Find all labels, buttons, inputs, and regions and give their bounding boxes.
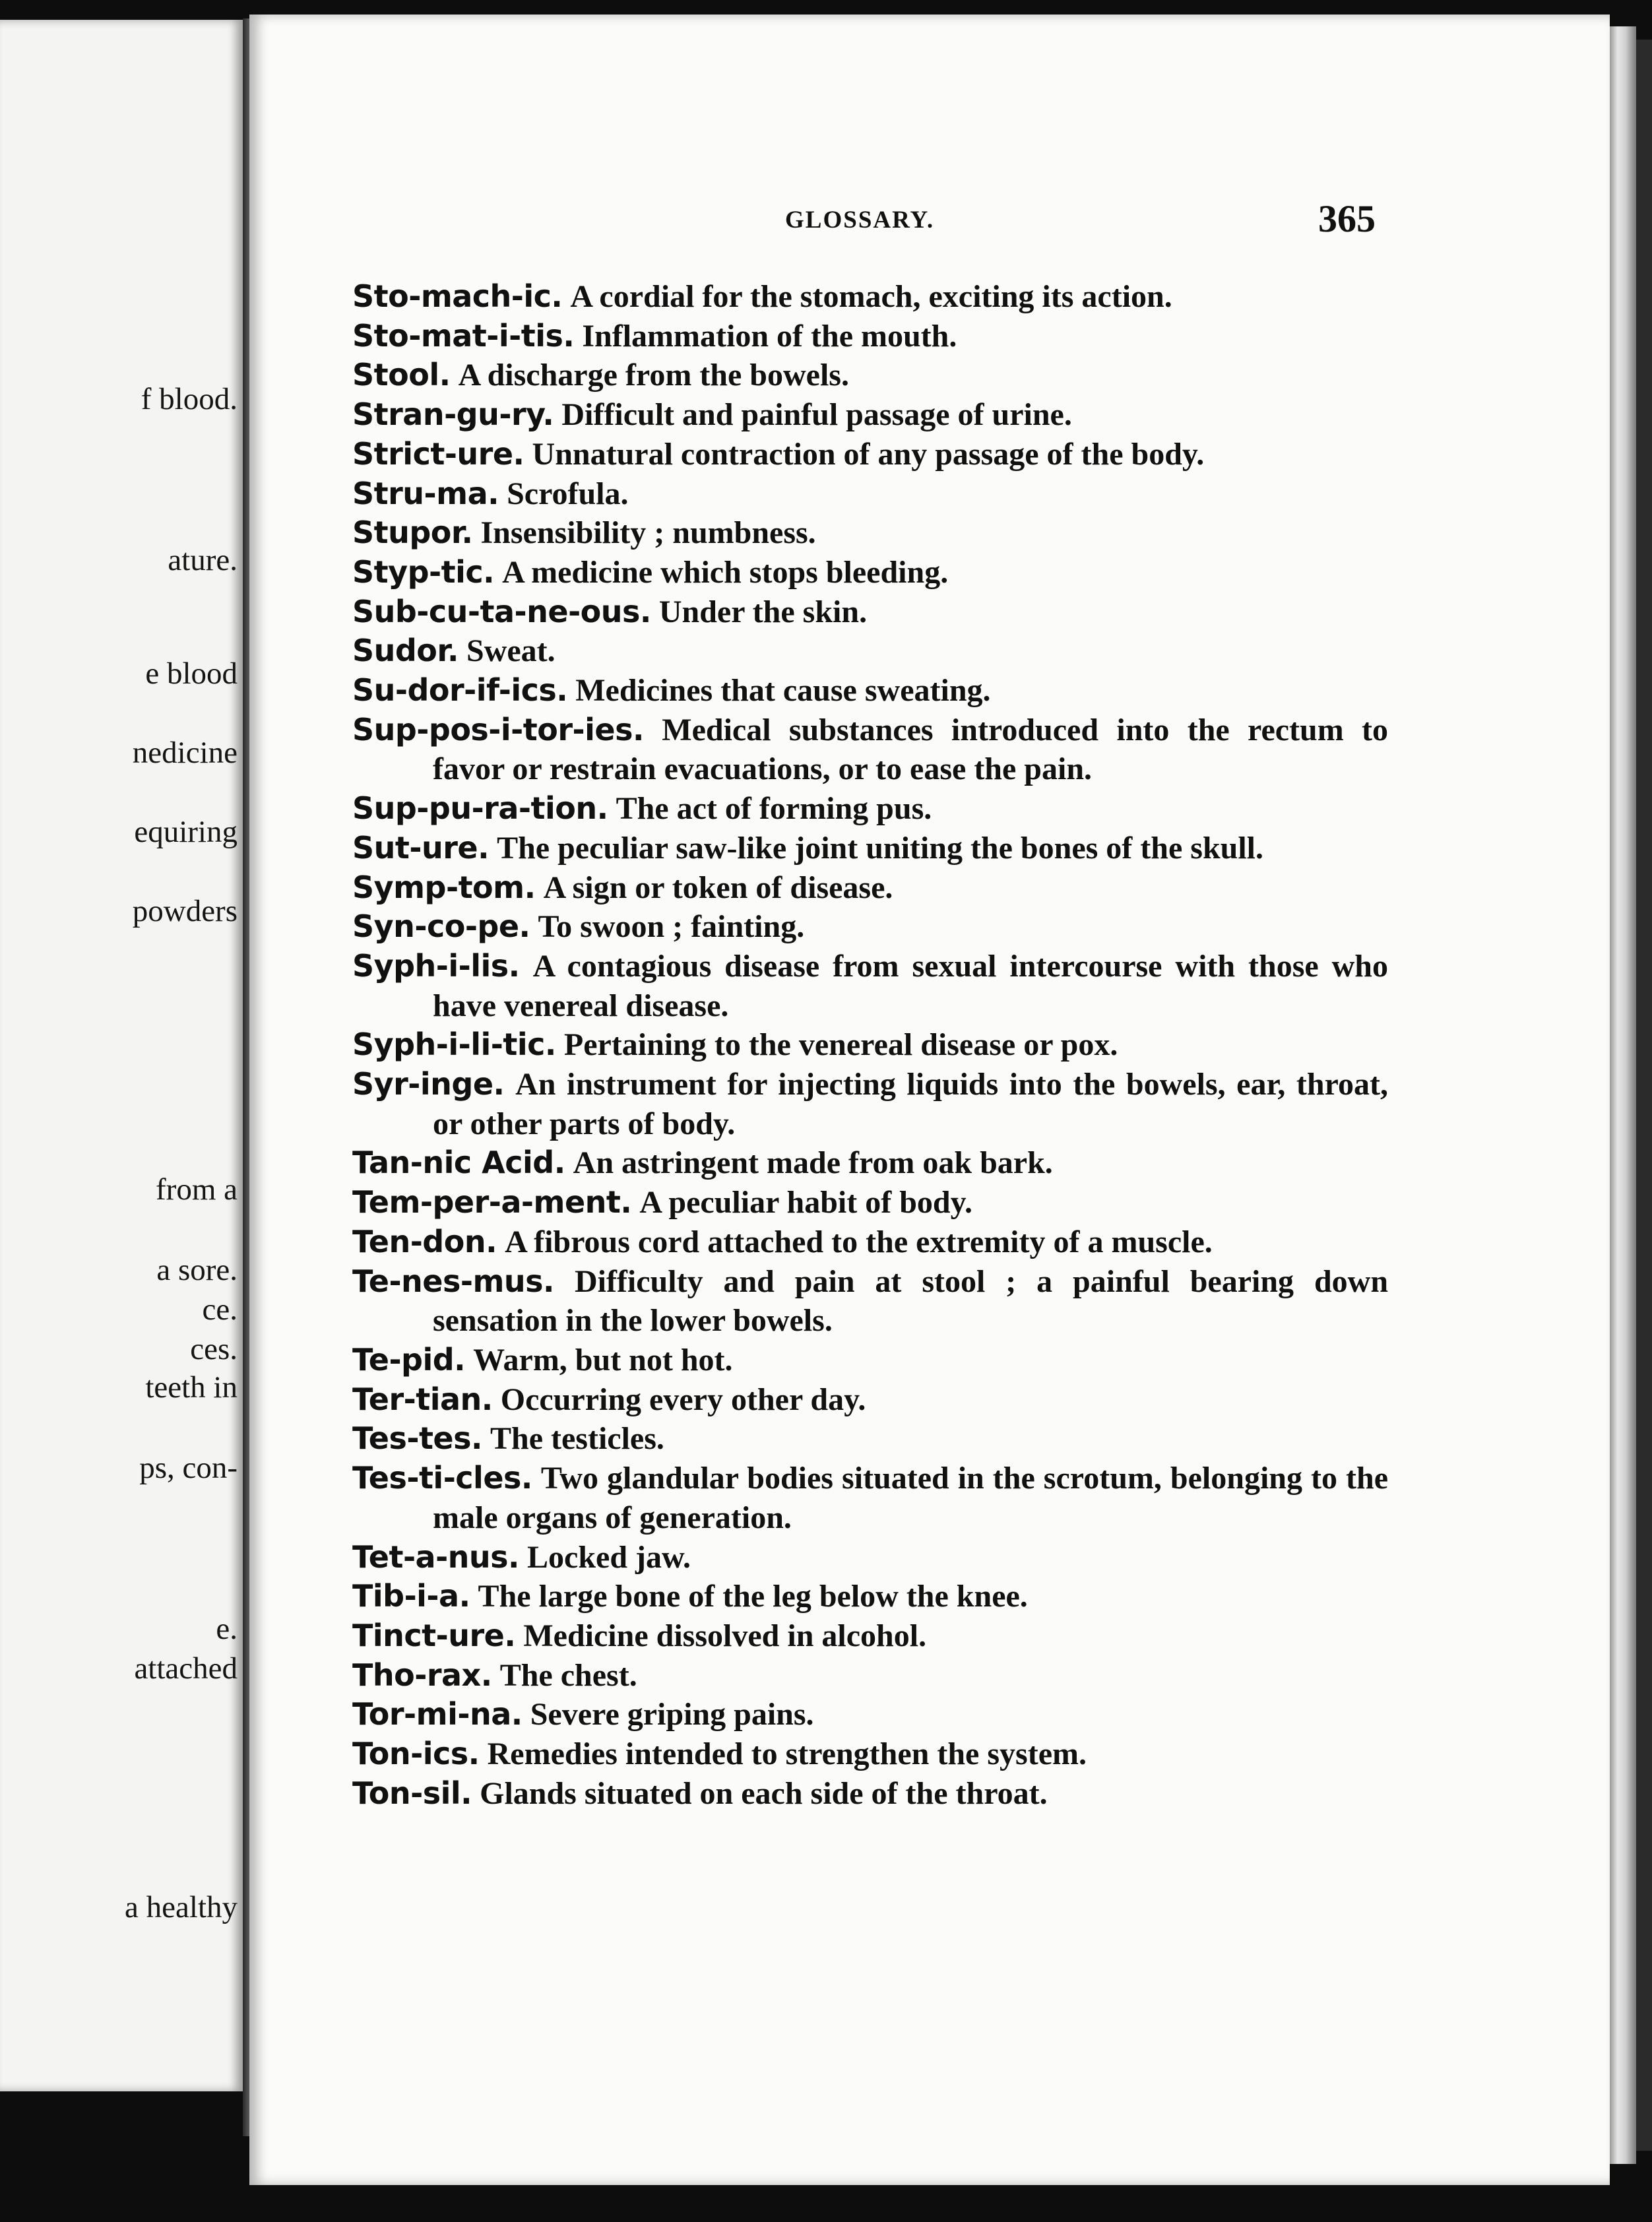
glossary-definition: Pertaining to the venereal disease or pox. <box>563 1027 1118 1063</box>
glossary-entry <box>352 631 1388 671</box>
running-title: GLOSSARY. <box>785 206 935 234</box>
glossary-entry <box>352 1538 1388 1577</box>
glossary-term: Tes-ti-cles. <box>352 1460 532 1496</box>
glossary-term: Stupor. <box>352 515 473 551</box>
glossary-definition: Glands situated on each side of the throat. <box>480 1775 1048 1811</box>
glossary-entry <box>352 356 1388 395</box>
glossary-entry <box>352 592 1388 632</box>
glossary-entry <box>352 1380 1388 1420</box>
left-page-fragment: ces. <box>190 1332 238 1366</box>
glossary-term: Tor-mi-na. <box>352 1696 523 1732</box>
glossary-term: Sto-mat-i-tis. <box>352 317 575 354</box>
left-page-fragment: ce. <box>202 1292 238 1327</box>
glossary-entry <box>352 1341 1388 1380</box>
left-page-fragment: ps, con- <box>139 1451 238 1485</box>
glossary-term: Te-pid. <box>352 1341 466 1378</box>
glossary-entry <box>352 277 1388 317</box>
glossary-definition: Sweat. <box>466 633 556 669</box>
glossary-entry <box>352 474 1388 514</box>
glossary-entry <box>352 1734 1388 1774</box>
glossary-term: Tes-tes. <box>352 1420 482 1457</box>
glossary-entry <box>352 1577 1388 1616</box>
glossary-definition: A medicine which stops bleeding. <box>502 554 949 590</box>
left-page <box>0 20 243 2091</box>
glossary-entry <box>352 789 1388 829</box>
glossary-definition: The chest. <box>499 1657 637 1693</box>
glossary-term: Styp-tic. <box>352 554 495 590</box>
glossary-term: Sto-mach-ic. <box>352 278 563 314</box>
glossary-definition: An instrument for injecting liquids into the bowels, ear, throat, or other parts of body. <box>433 1067 1389 1141</box>
glossary-entry <box>352 1774 1388 1814</box>
glossary-entry <box>352 671 1388 711</box>
glossary-list <box>352 277 1388 1813</box>
glossary-entry <box>352 553 1388 592</box>
left-page-fragment: equiring <box>134 815 238 849</box>
glossary-term: Syph-i-li-tic. <box>352 1027 556 1063</box>
glossary-definition: The peculiar saw-like joint uniting the bones of the skull. <box>497 830 1264 866</box>
glossary-definition: Medicine dissolved in alcohol. <box>523 1618 927 1653</box>
glossary-term: Sut-ure. <box>352 829 490 866</box>
glossary-entry <box>352 829 1388 868</box>
glossary-entry <box>352 1025 1388 1065</box>
glossary-definition: Two glandular bodies situated in the scrotum, belonging to the male organs of generation. <box>433 1461 1388 1535</box>
glossary-definition: A contagious disease from sexual intercourse with those who have venereal disease. <box>433 948 1389 1023</box>
glossary-term: Su-dor-if-ics. <box>352 672 568 709</box>
glossary-term: Ter-tian. <box>352 1381 493 1417</box>
glossary-term: Strict-ure. <box>352 435 524 472</box>
glossary-definition: A sign or token of disease. <box>543 870 893 905</box>
glossary-entry <box>352 1419 1388 1459</box>
glossary-term: Tho-rax. <box>352 1657 492 1693</box>
left-page-fragment: teeth in <box>145 1370 238 1405</box>
glossary-entry <box>352 435 1388 474</box>
glossary-definition: The act of forming pus. <box>616 791 932 827</box>
left-page-fragment: ature. <box>168 543 238 577</box>
glossary-entry <box>352 1262 1388 1341</box>
glossary-definition: Medicines that cause sweating. <box>575 673 991 709</box>
glossary-term: Tinct-ure. <box>352 1617 516 1653</box>
glossary-definition: A cordial for the stomach, exciting its action. <box>570 279 1172 314</box>
glossary-definition: Difficulty and pain at stool ; a painful bearing down sensation in the lower bowels. <box>433 1263 1389 1339</box>
glossary-term: Sup-pos-i-tor-ies. <box>352 711 644 747</box>
glossary-entry <box>352 513 1388 553</box>
page-edge-shadow <box>1636 40 1652 2151</box>
glossary-term: Sup-pu-ra-tion. <box>352 790 608 827</box>
glossary-definition: A fibrous cord attached to the extremity of a muscle. <box>505 1224 1213 1259</box>
glossary-term: Symp-tom. <box>352 869 536 905</box>
glossary-term: Sudor. <box>352 633 459 669</box>
left-page-fragment: e. <box>216 1612 238 1646</box>
glossary-definition: Medical substances introduced into the rectum to favor or restrain evacuations, or to ease the pain. <box>433 712 1389 787</box>
glossary-entry <box>352 947 1388 1025</box>
glossary-definition: Under the skin. <box>658 594 868 629</box>
glossary-definition: The testicles. <box>490 1421 664 1457</box>
glossary-term: Ten-don. <box>352 1223 497 1259</box>
glossary-definition: Unnatural contraction of any passage of the body. <box>532 436 1205 472</box>
glossary-entry <box>352 1459 1388 1537</box>
glossary-term: Syn-co-pe. <box>352 908 530 945</box>
glossary-definition: Occurring every other day. <box>500 1381 866 1417</box>
glossary-term: Stru-ma. <box>352 475 499 511</box>
glossary-definition: Inflammation of the mouth. <box>582 318 957 354</box>
glossary-entry <box>352 868 1388 908</box>
glossary-term: Te-nes-mus. <box>352 1263 555 1299</box>
glossary-term: Tet-a-nus. <box>352 1539 520 1575</box>
left-page-fragment: a healthy <box>125 1890 238 1924</box>
glossary-term: Sub-cu-ta-ne-ous. <box>352 593 651 629</box>
glossary-entry <box>352 1656 1388 1696</box>
left-page-fragment: powders <box>132 894 238 928</box>
glossary-term: Tem-per-a-ment. <box>352 1184 632 1221</box>
glossary-entry <box>352 711 1388 789</box>
left-page-fragment: attached <box>134 1651 238 1686</box>
glossary-term: Tib-i-a. <box>352 1578 470 1614</box>
glossary-definition: A peculiar habit of body. <box>639 1185 972 1221</box>
glossary-term: Ton-sil. <box>352 1775 472 1811</box>
glossary-definition: Difficult and painful passage of urine. <box>561 397 1072 433</box>
glossary-term: Syr-inge. <box>352 1066 505 1102</box>
page-number: 365 <box>1318 197 1376 240</box>
glossary-entry <box>352 1616 1388 1656</box>
glossary-definition: Severe griping pains. <box>530 1697 814 1732</box>
glossary-entry <box>352 1695 1388 1734</box>
left-page-fragment: from a <box>156 1172 238 1207</box>
glossary-definition: To swoon ; fainting. <box>538 909 805 945</box>
left-page-fragment: e blood <box>145 656 238 691</box>
left-page-fragment: a sore. <box>156 1253 238 1287</box>
glossary-definition: A discharge from the bowels. <box>458 358 849 393</box>
glossary-entry <box>352 1222 1388 1262</box>
glossary-definition: Locked jaw. <box>527 1539 691 1575</box>
left-page-fragment: f blood. <box>141 382 238 416</box>
glossary-term: Stool. <box>352 357 451 393</box>
glossary-definition: The large bone of the leg below the knee. <box>478 1579 1028 1614</box>
glossary-term: Tan-nic Acid. <box>352 1145 565 1181</box>
glossary-entry <box>352 317 1388 356</box>
glossary-definition: Insensibility ; numbness. <box>480 515 816 551</box>
glossary-term: Stran-gu-ry. <box>352 397 554 433</box>
glossary-definition: Scrofula. <box>507 476 629 511</box>
glossary-entry <box>352 1183 1388 1222</box>
glossary-entry <box>352 1065 1388 1143</box>
glossary-entry <box>352 907 1388 947</box>
glossary-term: Ton-ics. <box>352 1736 480 1772</box>
glossary-entry <box>352 1143 1388 1183</box>
glossary-definition: An astringent made from oak bark. <box>573 1145 1053 1181</box>
left-page-fragment: nedicine <box>132 736 238 770</box>
glossary-entry <box>352 395 1388 435</box>
glossary-term: Syph-i-lis. <box>352 947 520 984</box>
page-edge <box>1610 26 1636 2164</box>
glossary-definition: Remedies intended to strengthen the system. <box>487 1736 1087 1772</box>
glossary-definition: Warm, but not hot. <box>473 1342 733 1378</box>
